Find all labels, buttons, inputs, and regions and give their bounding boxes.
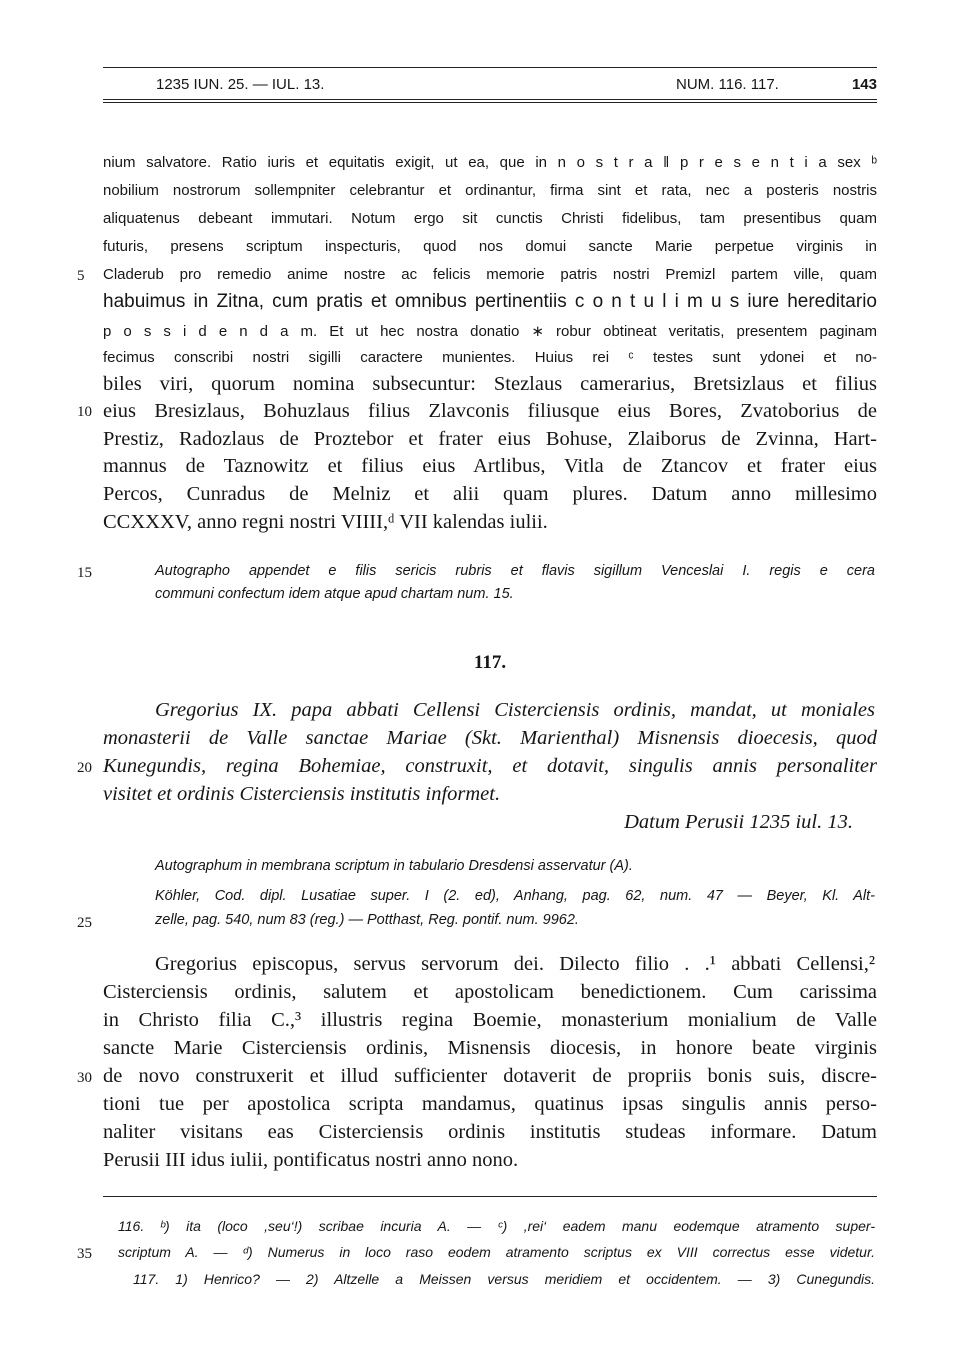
summary-line: monasterii de Valle sanctae Mariae (Skt. Marienthal) Misnensis dioecesis, quod (103, 727, 877, 749)
doc116-line: nium salvatore. Ratio iuris et equitatis exigit, ut ea, que in n o s t r a ‖ p r e s e n t i a sex ᵇ (103, 154, 877, 171)
doc116-line: nobilium nostrorum sollempniter celebrantur et ordinantur, firma sint et rata, nec a posteris nostris (103, 182, 877, 199)
note-line: Autographo appendet e filis sericis rubris et flavis sigillum Venceslai I. regis e cera (155, 563, 875, 579)
doc116-line: biles viri, quorum nomina subsecuntur: Stezlaus camerarius, Bretsizlaus et filius (103, 373, 877, 395)
header-bottom-rule-2 (103, 102, 877, 103)
header-top-rule (103, 67, 877, 68)
source-line: zelle, pag. 540, num 83 (reg.) — Potthast, Reg. pontif. num. 9962. (155, 912, 579, 928)
body-line: tioni tue per apostolica scripta mandamus, quatinus ipsas singulis annis perso- (103, 1093, 877, 1115)
body-line: de novo construxerit et illud sufficienter dotaverit de propriis bonis suis, discre- (103, 1065, 877, 1087)
body-line: Gregorius episcopus, servus servorum dei. Dilecto filio . .¹ abbati Cellensi,² (155, 953, 875, 975)
body-line: naliter visitans eas Cisterciensis ordinis institutis studeas informare. Datum (103, 1121, 877, 1143)
footnote-rule (103, 1196, 877, 1197)
doc116-line: eius Bresizlaus, Bohuzlaus filius Zlavconis filiusque eius Bores, Zvatoborius de (103, 400, 877, 422)
footnote-line: scriptum A. — ᵈ) Numerus in loco raso eodem atramento scriptus ex VIII correctus esse videtur. (118, 1244, 875, 1260)
doc116-line: futuris, presens scriptum inspecturis, quod nos domui sancte Marie perpetue virginis in (103, 238, 877, 255)
line-number: 10 (77, 404, 92, 420)
summary-line: Gregorius IX. papa abbati Cellensi Cisterciensis ordinis, mandat, ut moniales (155, 699, 875, 721)
source-line: Köhler, Cod. dipl. Lusatiae super. I (2. ed), Anhang, pag. 62, num. 47 — Beyer, Kl. Alt- (155, 888, 875, 904)
doc116-line: Percos, Cunradus de Melniz et alii quam plures. Datum anno millesimo (103, 483, 877, 505)
summary-line: visitet et ordinis Cisterciensis institutis informet. (103, 783, 501, 805)
doc116-line: mannus de Taznowitz et filius eius Artlibus, Vitla de Ztancov et frater eius (103, 455, 877, 477)
date-line: Datum Perusii 1235 iul. 13. (624, 811, 853, 833)
footnote-line: 117. 1) Henrico? — 2) Altzelle a Meissen versus meridiem et occidentem. — 3) Cunegundis. (133, 1271, 875, 1287)
header-bottom-rule (103, 99, 877, 100)
body-line: Cisterciensis ordinis, salutem et apostolicam benedictionem. Cum carissima (103, 981, 877, 1003)
body-line: in Christo filia C.,³ illustris regina Boemie, monasterium monialium de Valle (103, 1009, 877, 1031)
doc116-line: CCXXXV, anno regni nostri VIIII,ᵈ VII kalendas iulii. (103, 511, 548, 533)
line-number: 15 (77, 565, 92, 581)
header-date-range: 1235 IUN. 25. — IUL. 13. (156, 76, 325, 93)
line-number: 35 (77, 1246, 92, 1262)
doc117-number: 117. (473, 652, 507, 673)
doc116-line: aliquatenus debeant immutari. Notum ergo sit cunctis Christi fidelibus, tam presentibus quam (103, 210, 877, 227)
doc116-line: fecimus conscribi nostri sigilli caractere munientes. Huius rei ᶜ testes sunt ydonei et no- (103, 349, 877, 366)
note-line: communi confectum idem atque apud chartam num. 15. (155, 586, 514, 602)
line-number: 25 (77, 915, 92, 931)
body-line: sancte Marie Cisterciensis ordinis, Misnensis diocesis, in honore beate virginis (103, 1037, 877, 1059)
line-number: 5 (77, 268, 85, 284)
running-header (103, 76, 877, 100)
doc116-line: habuimus in Zitna, cum pratis et omnibus pertinentiis c o n t u l i m u s iure hereditario (103, 291, 877, 312)
body-line: Perusii III idus iulii, pontificatus nostri anno nono. (103, 1149, 519, 1171)
summary-line: Kunegundis, regina Bohemiae, construxit, et dotavit, singulis annis personaliter (103, 755, 877, 777)
page-number: 143 (851, 76, 877, 93)
doc116-line: Claderub pro remedio anime nostre ac felicis memorie patris nostri Premizl partem ville, quam (103, 266, 877, 283)
line-number: 20 (77, 760, 92, 776)
header-document-numbers: NUM. 116. 117. (676, 76, 779, 93)
doc116-line: p o s s i d e n d a m. Et ut hec nostra donatio ∗ robur obtineat veritatis, presentem paginam (103, 323, 877, 340)
source-line: Autographum in membrana scriptum in tabulario Dresdensi asservatur (A). (155, 858, 633, 874)
footnote-line: 116. ᵇ) ita (loco ,seu‘!) scribae incuria A. — ᶜ) ,rei‘ eadem manu eodemque atramento super- (118, 1218, 875, 1234)
doc116-line: Prestiz, Radozlaus de Proztebor et frater eius Bohuse, Zlaiborus de Zvinna, Hart- (103, 428, 877, 450)
line-number: 30 (77, 1070, 92, 1086)
